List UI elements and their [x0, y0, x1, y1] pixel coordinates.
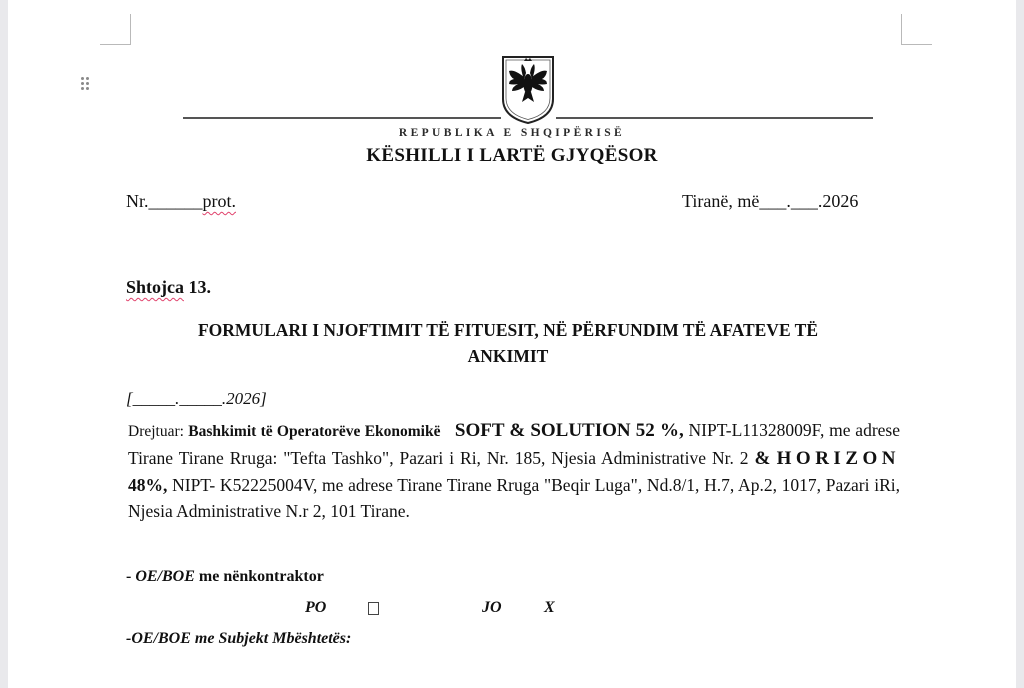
place-date: Tiranë, më___.___.2026 — [682, 191, 859, 211]
annex-heading: Shtojca 13. — [126, 277, 211, 297]
document-page — [8, 0, 1016, 688]
form-title: FORMULARI I NJOFTIMIT TË FITUESIT, NË PËRFUNDIM TË AFATEVE TË ANKIMIT — [197, 320, 819, 366]
date-field: [_____._____.2026] — [126, 389, 267, 408]
prot-word: prot. — [202, 191, 236, 211]
header-rule-left — [183, 117, 501, 119]
option-jo-label: JO — [482, 599, 502, 616]
po-checkbox[interactable] — [368, 602, 379, 615]
republic-heading: REPUBLIKA E SHQIPËRISË — [398, 127, 626, 139]
header-rule-right — [556, 117, 873, 119]
subcontractor-label: - OE/BOE me nënkontraktor — [126, 568, 324, 585]
support-subject-label: -OE/BOE me Subjekt Mbështetës: — [126, 630, 352, 647]
recipient-paragraph: Drejtuar: Bashkimit të Operatorëve Ekonomikë SOFT & SOLUTION 52 %, NIPT-L11328009F, me adrese Tirane Tirane Rruga: "Tefta Tashko", Pazari i Ri, Nr. 185, Njesia Administrative Nr. 2 & HORIZON 48%, NIPT- K52225004V, me adrese Tirane Tirane Rruga "Beqir Luga", Nd.8/1, H.7, Ap.2, 1017, Pazari iRi, Njesia Administrative N.r 2, 101 Tirane. — [128, 420, 901, 521]
council-heading: KËSHILLI I LARTË GJYQËSOR — [366, 145, 658, 166]
page-margin-corner-top-right — [901, 14, 932, 45]
albanian-coat-of-arms-icon — [500, 55, 556, 125]
drag-handle-icon[interactable] — [81, 77, 91, 93]
jo-selected-mark: X — [544, 599, 555, 616]
page-margin-corner-top-left — [100, 14, 131, 45]
protocol-number: Nr.______prot. — [126, 191, 236, 211]
option-po-label: PO — [305, 599, 327, 616]
